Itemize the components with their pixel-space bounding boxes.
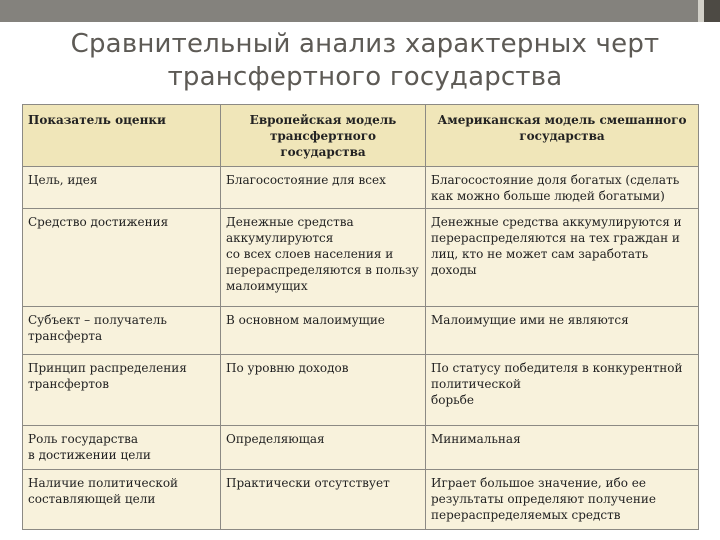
table-row bbox=[23, 209, 699, 307]
table-cell: Играет большое значение, ибо ее результаты определяют получение перераспределяемых средств bbox=[426, 470, 699, 530]
table-header-row bbox=[23, 105, 699, 167]
comparison-table bbox=[22, 104, 699, 530]
table-cell: Благосостояние доля богатых (сделать как можно больше людей богатыми) bbox=[426, 167, 699, 209]
table-cell: Средство достижения bbox=[23, 209, 221, 307]
table-row bbox=[23, 426, 699, 470]
top-bar-segment bbox=[0, 0, 698, 22]
table-cell: Денежные средства аккумулируются и перераспределяются на тех граждан и лиц, кто не может сам заработать доходы bbox=[426, 209, 699, 307]
table-cell: Практически отсутствует bbox=[221, 470, 426, 530]
top-bar-segment bbox=[704, 0, 720, 22]
page-title: Сравнительный анализ характерных черт трансфертного государства bbox=[70, 29, 660, 92]
table-cell: По статусу победителя в конкурентной политической борьбе bbox=[426, 355, 699, 426]
table-row bbox=[23, 307, 699, 355]
table-row bbox=[23, 470, 699, 530]
table-cell: Денежные средства аккумулируются со всех слоев населения и перераспределяются в пользу малоимущих bbox=[221, 209, 426, 307]
table-row bbox=[23, 167, 699, 209]
table-cell: Определяющая bbox=[221, 426, 426, 470]
table-cell: Субъект – получатель трансферта bbox=[23, 307, 221, 355]
table-cell: Принцип распределения трансфертов bbox=[23, 355, 221, 426]
table-cell: Наличие политической составляющей цели bbox=[23, 470, 221, 530]
table-cell: Роль государства в достижении цели bbox=[23, 426, 221, 470]
table-cell: Благосостояние для всех bbox=[221, 167, 426, 209]
table-cell: Минимальная bbox=[426, 426, 699, 470]
column-header-european-model: Европейская модель трансфертного государства bbox=[221, 105, 426, 167]
table-cell: По уровню доходов bbox=[221, 355, 426, 426]
column-header-indicator: Показатель оценки bbox=[23, 105, 221, 167]
table-cell: Малоимущие ими не являются bbox=[426, 307, 699, 355]
column-header-american-model: Американская модель смешанного государства bbox=[426, 105, 699, 167]
table-cell: В основном малоимущие bbox=[221, 307, 426, 355]
table-cell: Цель, идея bbox=[23, 167, 221, 209]
table-row bbox=[23, 355, 699, 426]
top-decorative-bar bbox=[0, 0, 720, 22]
